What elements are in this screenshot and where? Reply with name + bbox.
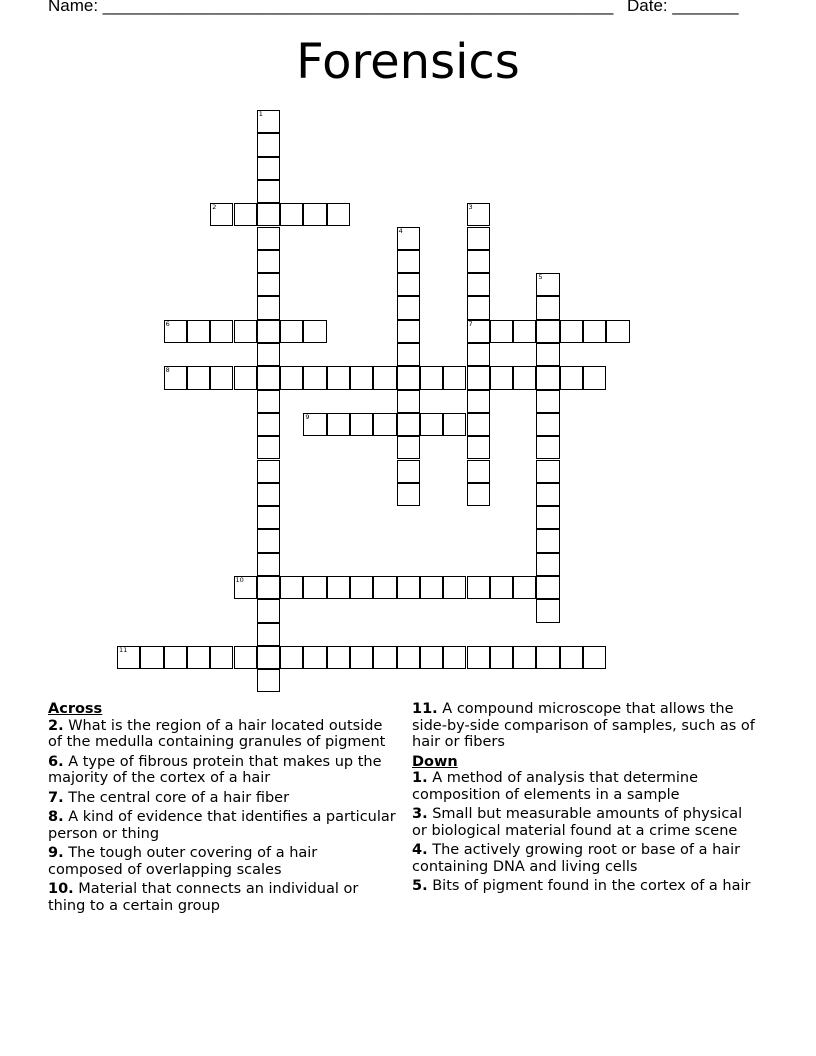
crossword-cell[interactable] <box>257 413 280 436</box>
clue-text: A method of analysis that determine composition of elements in a sample <box>412 770 699 803</box>
clue-number: 8 <box>165 366 170 375</box>
crossword-cell[interactable] <box>280 646 303 669</box>
crossword-cell[interactable] <box>397 483 420 506</box>
clue-number-label: 8. <box>48 809 64 825</box>
crossword-cell[interactable] <box>560 320 583 343</box>
crossword-cell[interactable] <box>467 460 490 483</box>
crossword-cell[interactable] <box>397 576 420 599</box>
crossword-cell[interactable] <box>467 436 490 459</box>
crossword-cell[interactable] <box>327 413 350 436</box>
crossword-cell[interactable] <box>257 343 280 366</box>
clue-number-label: 10. <box>48 881 74 897</box>
crossword-cell[interactable] <box>234 203 257 226</box>
crossword-cell[interactable] <box>280 576 303 599</box>
crossword-cell[interactable] <box>373 646 396 669</box>
crossword-cell[interactable] <box>536 646 559 669</box>
crossword-cell[interactable] <box>117 646 140 669</box>
crossword-cell[interactable] <box>397 343 420 366</box>
crossword-cell[interactable] <box>420 366 443 389</box>
crossword-cell[interactable] <box>536 273 559 296</box>
clue-text: A compound microscope that allows the side-by-side comparison of samples, such as of hair or fibers <box>412 701 755 750</box>
crossword-cell[interactable] <box>187 366 210 389</box>
crossword-cell[interactable] <box>443 646 466 669</box>
crossword-cell[interactable] <box>303 320 326 343</box>
crossword-cell[interactable] <box>536 413 559 436</box>
page-title: Forensics <box>296 34 520 90</box>
down-clue <box>412 770 760 803</box>
across-clue <box>48 881 396 914</box>
clue-number: 5 <box>538 273 543 282</box>
crossword-cell[interactable] <box>467 646 490 669</box>
clue-number-label: 7. <box>48 789 64 806</box>
crossword-cell[interactable] <box>257 390 280 413</box>
clue-text: Bits of pigment found in the cortex of a hair <box>432 878 751 894</box>
clues-column-left <box>48 701 396 917</box>
crossword-cell[interactable] <box>536 576 559 599</box>
clue-number: 4 <box>398 226 403 235</box>
crossword-cell[interactable] <box>467 413 490 436</box>
crossword-cell[interactable] <box>467 273 490 296</box>
crossword-cell[interactable] <box>327 366 350 389</box>
clue-number-label: 1. <box>412 770 428 786</box>
clue-text: Material that connects an individual or thing to a certain group <box>48 881 359 914</box>
crossword-cell[interactable] <box>560 646 583 669</box>
crossword-cell[interactable] <box>490 646 513 669</box>
clue-number-label: 11. <box>412 701 438 717</box>
crossword-cell[interactable] <box>536 366 559 389</box>
crossword-cell[interactable] <box>257 296 280 319</box>
crossword-cell[interactable] <box>467 366 490 389</box>
crossword-cell[interactable] <box>397 646 420 669</box>
crossword-cell[interactable] <box>536 296 559 319</box>
crossword-cell[interactable] <box>257 669 280 692</box>
crossword-cell[interactable] <box>303 646 326 669</box>
crossword-cell[interactable] <box>257 227 280 250</box>
crossword-cell[interactable] <box>257 460 280 483</box>
clue-text: Small but measurable amounts of physical or biological material found at a crime scene <box>412 806 743 839</box>
across-clue <box>48 754 396 787</box>
crossword-cell[interactable] <box>490 366 513 389</box>
crossword-cell[interactable] <box>257 576 280 599</box>
crossword-cell[interactable] <box>397 273 420 296</box>
crossword-cell[interactable] <box>350 576 373 599</box>
crossword-cell[interactable] <box>373 366 396 389</box>
crossword-cell[interactable] <box>513 320 536 343</box>
crossword-cell[interactable] <box>397 460 420 483</box>
crossword-cell[interactable] <box>350 413 373 436</box>
crossword-cell[interactable] <box>234 366 257 389</box>
crossword-cell[interactable] <box>164 366 187 389</box>
crossword-cell[interactable] <box>257 320 280 343</box>
crossword-cell[interactable] <box>303 366 326 389</box>
clue-number-label: 6. <box>48 753 64 770</box>
crossword-cell[interactable] <box>420 413 443 436</box>
crossword-cell[interactable] <box>467 343 490 366</box>
crossword-cell[interactable] <box>536 320 559 343</box>
crossword-cell[interactable] <box>280 366 303 389</box>
clue-number: 6 <box>165 319 170 328</box>
crossword-cell[interactable] <box>467 483 490 506</box>
crossword-cell[interactable] <box>373 413 396 436</box>
crossword-cell[interactable] <box>467 203 490 226</box>
crossword-cell[interactable] <box>234 576 257 599</box>
crossword-cell[interactable] <box>443 366 466 389</box>
crossword-cell[interactable] <box>257 599 280 622</box>
crossword-cell[interactable] <box>467 576 490 599</box>
crossword-cell[interactable] <box>303 413 326 436</box>
crossword-cell[interactable] <box>257 529 280 552</box>
crossword-cell[interactable] <box>536 506 559 529</box>
crossword-cell[interactable] <box>257 623 280 646</box>
clues-column-right <box>412 701 760 898</box>
clue-number: 10 <box>235 576 244 584</box>
crossword-cell[interactable] <box>536 529 559 552</box>
crossword-cell[interactable] <box>536 390 559 413</box>
clue-number: 7 <box>468 319 473 328</box>
crossword-cell[interactable] <box>397 227 420 250</box>
crossword-cell[interactable] <box>257 273 280 296</box>
crossword-cell[interactable] <box>327 576 350 599</box>
crossword-cell[interactable] <box>187 320 210 343</box>
crossword-cell[interactable] <box>513 646 536 669</box>
crossword-cell[interactable] <box>257 366 280 389</box>
crossword-cell[interactable] <box>560 366 583 389</box>
crossword-cell[interactable] <box>467 390 490 413</box>
clue-text: A type of fibrous protein that makes up the majority of the cortex of a hair <box>48 753 382 786</box>
crossword-cell[interactable] <box>210 366 233 389</box>
crossword-cell[interactable] <box>536 553 559 576</box>
crossword-cell[interactable] <box>257 133 280 156</box>
clue-number: 9 <box>305 412 310 421</box>
across-clue <box>412 701 760 751</box>
clue-text: A kind of evidence that identifies a particular person or thing <box>48 809 396 842</box>
crossword-cell[interactable] <box>257 436 280 459</box>
clue-text: What is the region of a hair located outside of the medulla containing granules of pigment <box>48 717 386 750</box>
crossword-cell[interactable] <box>513 366 536 389</box>
crossword-cell[interactable] <box>536 436 559 459</box>
crossword-cell[interactable] <box>350 646 373 669</box>
crossword-cell[interactable] <box>397 250 420 273</box>
crossword-cell[interactable] <box>397 390 420 413</box>
clue-number-label: 5. <box>412 878 428 894</box>
down-heading: Down <box>412 753 458 770</box>
across-clue <box>48 790 396 807</box>
crossword-cell[interactable] <box>257 506 280 529</box>
crossword-cell[interactable] <box>513 576 536 599</box>
crossword-cell[interactable] <box>420 576 443 599</box>
crossword-cell[interactable] <box>373 576 396 599</box>
clue-number-label: 3. <box>412 806 428 822</box>
date-field-label: Date: _______ <box>627 0 739 15</box>
crossword-cell[interactable] <box>467 227 490 250</box>
clue-text: The central core of a hair fiber <box>68 789 290 806</box>
crossword-cell[interactable] <box>280 203 303 226</box>
crossword-cell[interactable] <box>210 320 233 343</box>
crossword-cell[interactable] <box>234 320 257 343</box>
clue-number-label: 2. <box>48 717 64 734</box>
clue-number-label: 9. <box>48 845 64 861</box>
crossword-cell[interactable] <box>397 413 420 436</box>
crossword-cell[interactable] <box>490 320 513 343</box>
crossword-cell[interactable] <box>164 646 187 669</box>
clue-text: The tough outer covering of a hair composed of overlapping scales <box>48 845 318 878</box>
down-clue <box>412 806 760 839</box>
crossword-cell[interactable] <box>303 576 326 599</box>
clue-number: 11 <box>119 645 128 654</box>
across-clue <box>48 718 396 751</box>
crossword-cell[interactable] <box>490 576 513 599</box>
crossword-cell[interactable] <box>583 646 606 669</box>
crossword-cell[interactable] <box>397 436 420 459</box>
crossword-cell[interactable] <box>397 296 420 319</box>
clue-number: 3 <box>468 203 473 212</box>
crossword-cell[interactable] <box>140 646 163 669</box>
crossword-cell[interactable] <box>257 157 280 180</box>
crossword-cell[interactable] <box>303 203 326 226</box>
crossword-cell[interactable] <box>443 576 466 599</box>
crossword-cell[interactable] <box>257 110 280 133</box>
crossword-cell[interactable] <box>164 320 187 343</box>
crossword-cell[interactable] <box>327 203 350 226</box>
crossword-cell[interactable] <box>443 413 466 436</box>
crossword-cell[interactable] <box>397 320 420 343</box>
crossword-cell[interactable] <box>187 646 210 669</box>
crossword-cell[interactable] <box>257 553 280 576</box>
crossword-cell[interactable] <box>257 203 280 226</box>
across-heading: Across <box>48 701 103 717</box>
crossword-cell[interactable] <box>234 646 257 669</box>
crossword-cell[interactable] <box>257 483 280 506</box>
crossword-cell[interactable] <box>280 320 303 343</box>
crossword-cell[interactable] <box>467 250 490 273</box>
crossword-cell[interactable] <box>257 646 280 669</box>
clue-number: 1 <box>258 110 263 118</box>
crossword-cell[interactable] <box>583 366 606 389</box>
crossword-cell[interactable] <box>606 320 629 343</box>
across-clue <box>48 845 396 878</box>
crossword-cell[interactable] <box>583 320 606 343</box>
crossword-cell[interactable] <box>467 320 490 343</box>
crossword-cell[interactable] <box>536 343 559 366</box>
clue-text: The actively growing root or base of a hair containing DNA and living cells <box>412 842 741 875</box>
crossword-cell[interactable] <box>210 203 233 226</box>
crossword-cell[interactable] <box>257 180 280 203</box>
crossword-cell[interactable] <box>536 483 559 506</box>
crossword-cell[interactable] <box>350 366 373 389</box>
across-clue <box>48 809 396 842</box>
down-clue <box>412 842 760 875</box>
crossword-cell[interactable] <box>420 646 443 669</box>
crossword-cell[interactable] <box>536 460 559 483</box>
crossword-cell[interactable] <box>536 599 559 622</box>
down-clue <box>412 878 760 895</box>
clue-number-label: 4. <box>412 842 428 858</box>
crossword-cell[interactable] <box>467 296 490 319</box>
crossword-cell[interactable] <box>257 250 280 273</box>
crossword-cell[interactable] <box>397 366 420 389</box>
crossword-cell[interactable] <box>327 646 350 669</box>
crossword-cell[interactable] <box>210 646 233 669</box>
clue-number: 2 <box>212 203 217 212</box>
name-field-label: Name: ______________________________________________________ <box>48 0 614 15</box>
